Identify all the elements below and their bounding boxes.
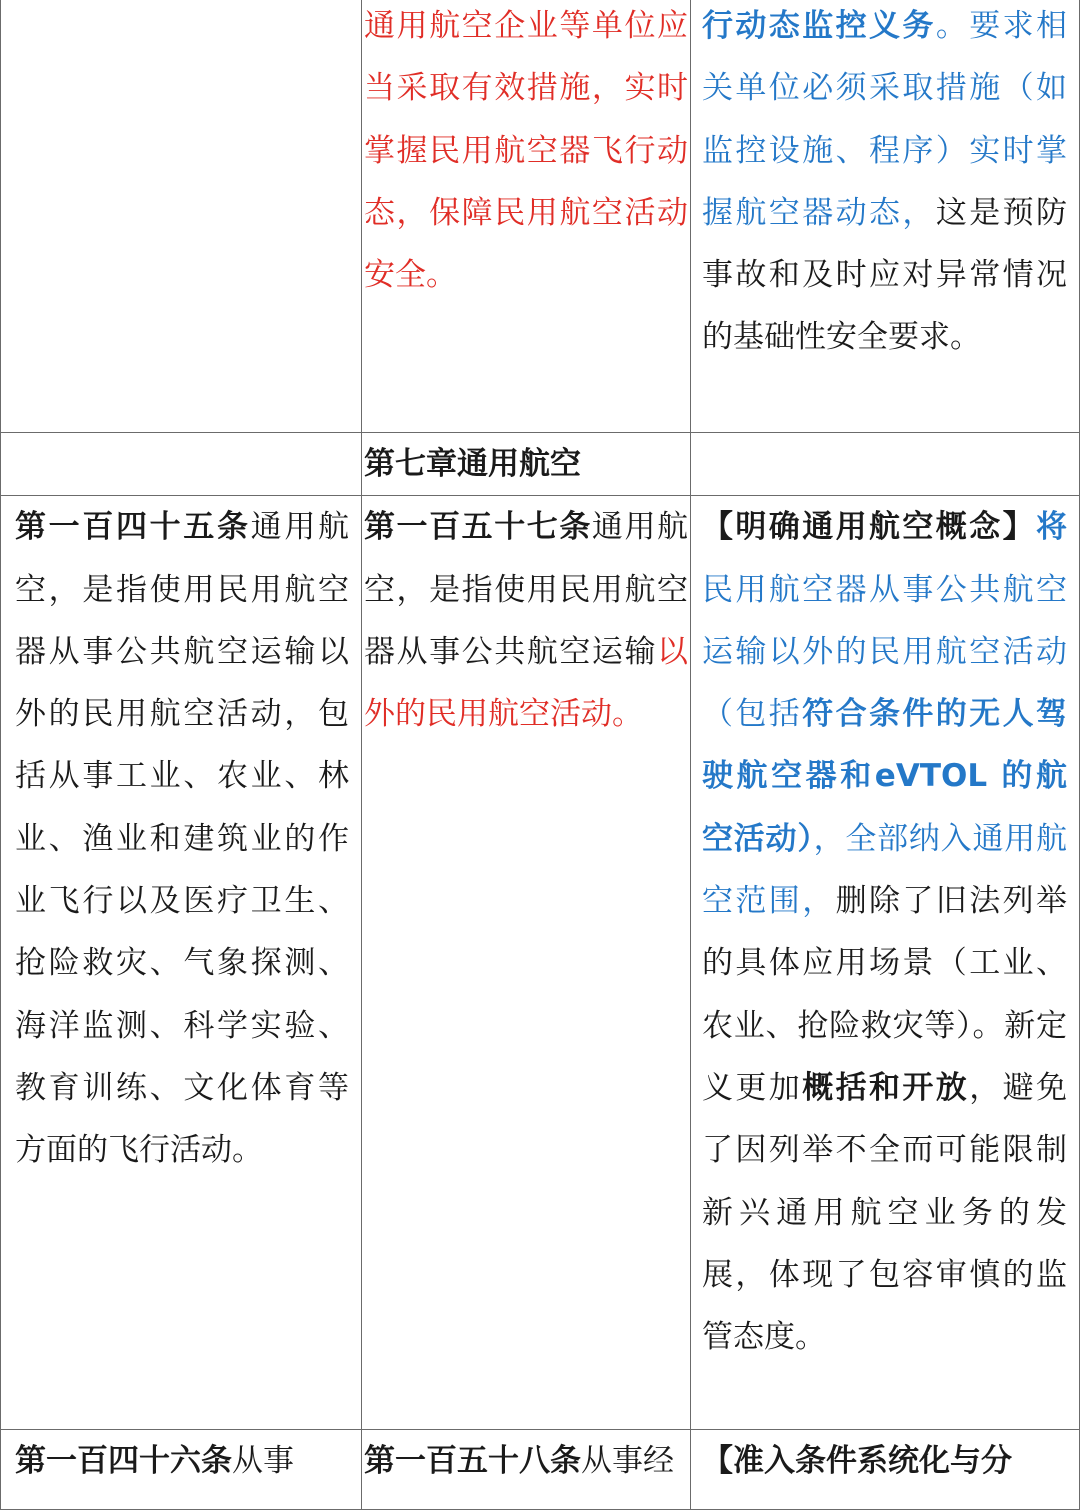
interpretation-blue-text: 民用航空器从事公共航空运输以外的民用航空活动（包括 (702, 571, 1067, 733)
table-row (1, 1430, 1080, 1510)
new-law-red-text: 以外的民用航空活动。 (364, 633, 688, 733)
interpretation-blue-bold: 符合条件的无人驾驶航空器和eVTOL 的航空活动） (702, 696, 1068, 857)
new-law-cell (362, 1430, 691, 1510)
article-text: 通用航空，是指使用民用航空器从事公共航空运输以外的民用航空活动，包括从事工业、农业、林业、渔业和建筑业的作业飞行以及医疗卫生、抢险救灾、气象探测、海洋监测、科学实验、教育训练、文化体育等方面的飞行活动。 (15, 509, 350, 1169)
new-law-red-text: 通用航空企业等单位应当采取有效措施，实时掌握民用航空器飞行动态，保障民用航空活动安全。 (364, 8, 688, 294)
interpretation-heading: 【准入条件系统化与分 (702, 1443, 1012, 1480)
article-number: 第一百五十八条 (364, 1443, 581, 1480)
interpretation-text: ，避免了因列举不全而可能限制新兴通用航空业务的发展，体现了包容审慎的监管态度。 (702, 1069, 1068, 1356)
interpretation-text: 删除了旧法列举的具体应用场景（工业、农业、抢险救灾等）。新定义更加 (702, 883, 1068, 1106)
old-law-cell (1, 1430, 362, 1510)
table-row (1, 0, 1080, 433)
article-text: 从事 (232, 1443, 294, 1480)
chapter-row (1, 433, 1080, 496)
old-law-cell (1, 496, 362, 1430)
interpretation-blue-text: 。要求相关单位必须采取措施（如监控设施、程序）实时掌握航空器动态， (702, 8, 1068, 231)
interpretation-cell (691, 0, 1080, 433)
article-number: 第一百五十七条 (364, 509, 592, 546)
interpretation-blue-text: ，全部纳入通用航空范围， (702, 820, 1068, 920)
article-number: 第一百四十六条 (15, 1443, 232, 1480)
interpretation-cell (691, 1430, 1080, 1510)
interpretation-cell (691, 496, 1080, 1430)
old-law-cell (1, 0, 362, 433)
interpretation-text: 这是预防事故和及时应对异常情况的基础性安全要求。 (702, 194, 1068, 356)
article-text: 通用航空，是指使用民用航空器从事公共航空运输 (364, 509, 689, 670)
chapter-title: 第七章通用航空 (362, 433, 691, 496)
interpretation-blue-bold: 将 (1036, 509, 1067, 546)
interpretation-blue-bold: 行动态监控义务 (702, 8, 936, 44)
article-text: 从事经 (581, 1443, 674, 1480)
interpretation-heading: 【明确通用航空概念】 (702, 509, 1036, 546)
interpretation-bold-text: 概括和开放 (802, 1069, 970, 1106)
new-law-cell (362, 0, 691, 433)
article-number: 第一百四十五条 (15, 509, 251, 546)
table-row (1, 496, 1080, 1430)
new-law-cell (362, 496, 691, 1430)
